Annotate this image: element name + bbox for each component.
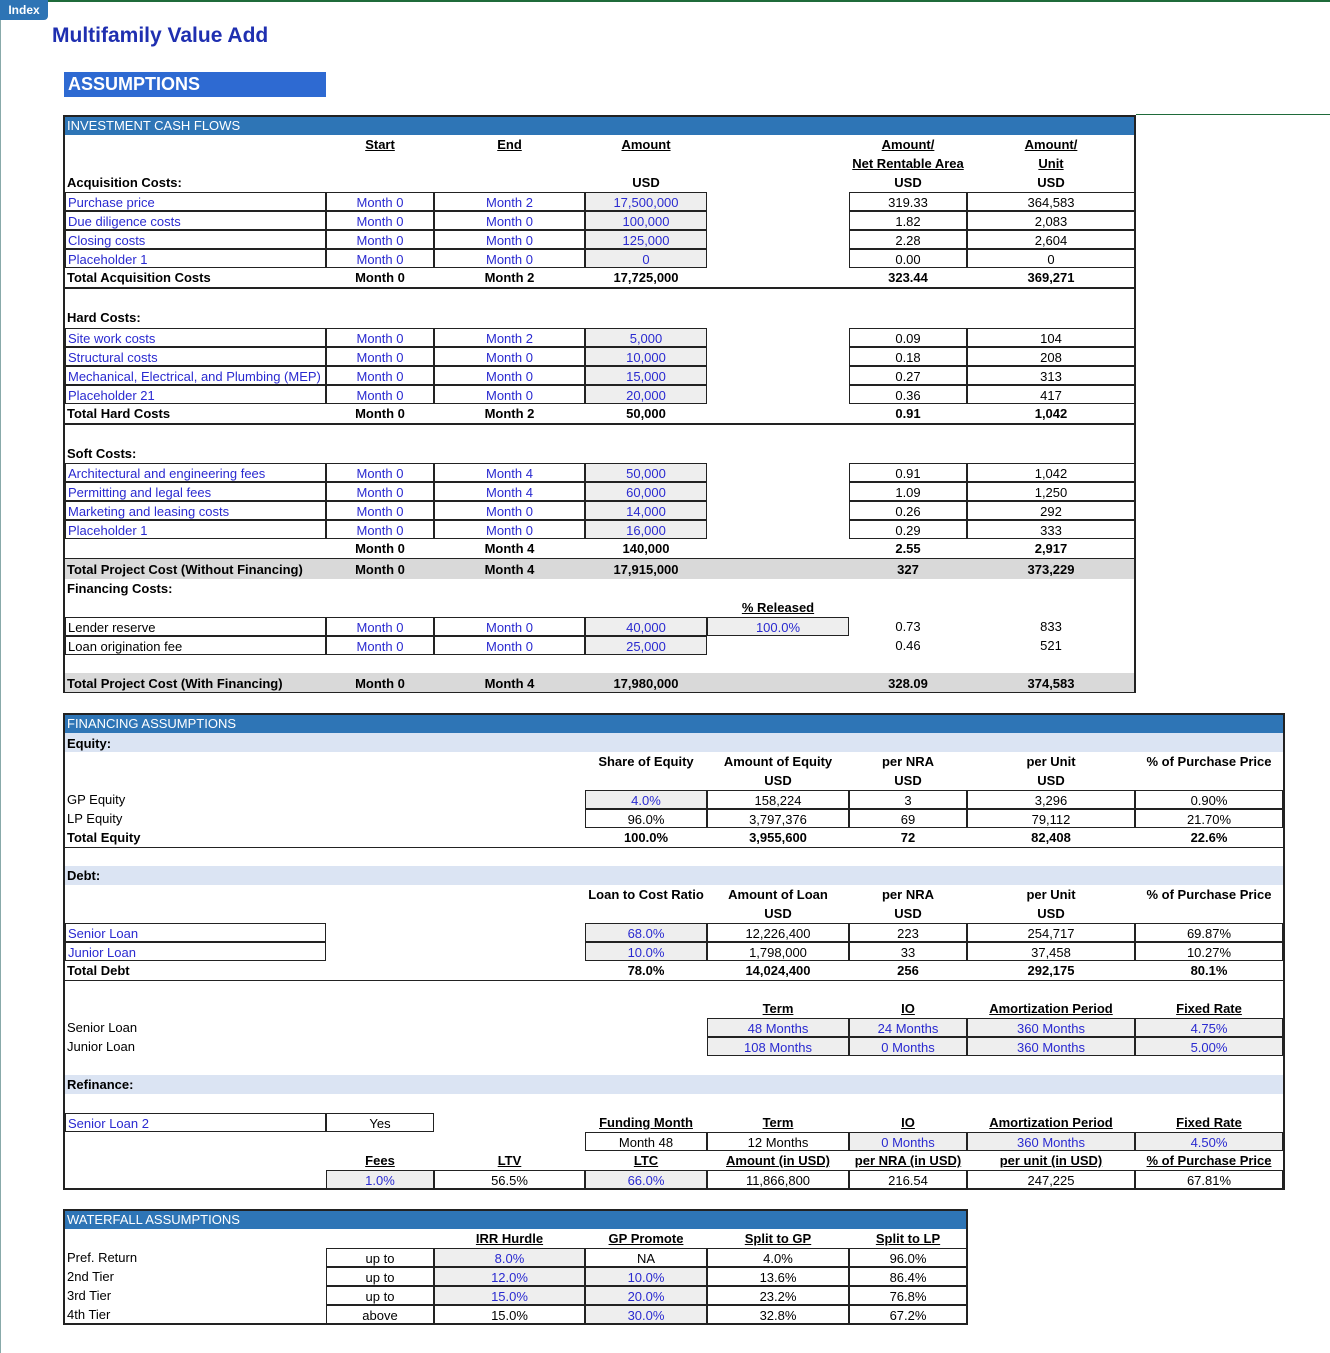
waterfall-condition: above (326, 1305, 434, 1324)
amount-per-nra: 0.00 (849, 249, 967, 268)
financing-assumptions-section (63, 713, 1285, 1190)
currency-label: USD (894, 773, 922, 788)
total-per-unit: 2,917 (1034, 541, 1068, 556)
irr-hurdle: 15.0% (434, 1305, 585, 1324)
equity-per-nra: 69 (849, 809, 967, 828)
start-month-input[interactable]: Month 0 (326, 463, 434, 482)
amount-input[interactable]: 0 (585, 249, 707, 268)
amount-input[interactable]: 15,000 (585, 366, 707, 385)
debt-row-name[interactable]: Junior Loan (65, 942, 326, 961)
loan-per-nra: 223 (849, 923, 967, 942)
debt-column-header: % of Purchase Price (1146, 887, 1272, 902)
loan-rate-input[interactable]: 5.00% (1135, 1037, 1283, 1056)
total-end: Month 2 (484, 270, 535, 285)
loan-rate-input[interactable]: 4.75% (1135, 1018, 1283, 1037)
equity-amount: 158,224 (707, 790, 849, 809)
grid-line (65, 424, 1134, 425)
waterfall-tier-name: 2nd Tier (67, 1269, 114, 1284)
end-month-input[interactable]: Month 0 (434, 366, 585, 385)
amount-input[interactable]: 60,000 (585, 482, 707, 501)
end-month-input[interactable]: Month 0 (434, 211, 585, 230)
total-start: Month 0 (355, 270, 405, 285)
end-month-input[interactable]: Month 2 (434, 328, 585, 347)
total-end: Month 2 (484, 406, 535, 421)
debt-row-name: Total Debt (67, 963, 130, 978)
financing-cost-name: Loan origination fee (65, 636, 326, 655)
split-to-gp: 32.8% (707, 1305, 849, 1324)
amount-per-unit: 0 (967, 249, 1135, 268)
equity-row-name: GP Equity (67, 792, 126, 807)
start-month-input[interactable]: Month 0 (326, 211, 434, 230)
refinance-per-nra: 216.54 (849, 1170, 967, 1189)
refinance-header: IO (901, 1115, 915, 1130)
start-month-input[interactable]: Month 0 (326, 385, 434, 404)
equity-pct-purchase: 22.6% (1190, 830, 1228, 845)
refinance-ltv-header: LTV (497, 1153, 522, 1168)
end-month-input[interactable]: Month 2 (434, 192, 585, 211)
section-label: Soft Costs: (67, 446, 137, 461)
loan-term-row-name: Senior Loan (67, 1020, 138, 1035)
refinance-label: Refinance: (67, 1077, 134, 1092)
cost-item-name[interactable]: Placeholder 1 (65, 520, 326, 539)
currency-label: USD (1037, 906, 1065, 921)
debt-column-header: per Unit (1026, 887, 1076, 902)
waterfall-column-header: Split to LP (875, 1231, 941, 1246)
end-month-input[interactable]: Month 0 (434, 520, 585, 539)
refinance-term: 12 Months (707, 1132, 849, 1151)
section-label: Hard Costs: (67, 310, 141, 325)
loan-per-nra: 33 (849, 942, 967, 961)
waterfall-column-header: GP Promote (608, 1231, 684, 1246)
amount-per-unit: 417 (967, 385, 1135, 404)
amount-per-unit: 208 (967, 347, 1135, 366)
waterfall-tier-name: 3rd Tier (67, 1288, 112, 1303)
column-header-unit-sub: Unit (1038, 156, 1064, 171)
loan-term-input[interactable]: 48 Months (707, 1018, 849, 1037)
waterfall-tier-name: Pref. Return (67, 1250, 138, 1265)
total-start: Month 0 (355, 406, 405, 421)
equity-share[interactable]: 4.0% (585, 790, 707, 809)
loan-term-header: Fixed Rate (1176, 1001, 1242, 1016)
loan-term-header: Term (762, 1001, 794, 1016)
end-month-input[interactable]: Month 0 (434, 249, 585, 268)
equity-column-header: per NRA (881, 754, 934, 769)
gp-promote[interactable]: 30.0% (585, 1305, 707, 1324)
amount-per-unit: 333 (967, 520, 1135, 539)
start-month-input[interactable]: Month 0 (326, 501, 434, 520)
section-label: Acquisition Costs: (67, 175, 182, 190)
refinance-header: Fixed Rate (1176, 1115, 1242, 1130)
end-month-input[interactable]: Month 4 (434, 482, 585, 501)
loan-to-cost: 78.0% (627, 963, 665, 978)
refinance-amort-input[interactable]: 360 Months (967, 1132, 1135, 1151)
divider-rule (1136, 114, 1330, 115)
debt-column-header: per NRA (881, 887, 934, 902)
end-month-input[interactable]: Month 0 (434, 636, 585, 655)
equity-per-unit: 79,112 (967, 809, 1135, 828)
grid-line (65, 288, 1134, 289)
amount-per-nra: 0.73 (895, 619, 921, 634)
waterfall-column-header: IRR Hurdle (475, 1231, 544, 1246)
total-amount: 17,725,000 (613, 270, 679, 285)
refinance-sub-header: per unit (in USD) (999, 1153, 1103, 1168)
grid-line (65, 847, 1283, 848)
cost-item-name[interactable]: Due diligence costs (65, 211, 326, 230)
column-header-amt: Amount (621, 137, 671, 152)
start-month-input[interactable]: Month 0 (326, 249, 434, 268)
total-project-cost-amount: 17,915,000 (613, 562, 679, 577)
irr-hurdle[interactable]: 15.0% (434, 1286, 585, 1305)
gp-promote[interactable]: 20.0% (585, 1286, 707, 1305)
cost-item-name[interactable]: Closing costs (65, 230, 326, 249)
amount-per-unit: 104 (967, 328, 1135, 347)
loan-amort-input[interactable]: 360 Months (967, 1018, 1135, 1037)
amount-per-nra: 0.27 (849, 366, 967, 385)
cost-item-name[interactable]: Placeholder 21 (65, 385, 326, 404)
split-to-lp: 96.0% (849, 1248, 967, 1267)
loan-per-nra: 256 (897, 963, 919, 978)
loan-io-input[interactable]: 0 Months (849, 1037, 967, 1056)
loan-to-cost[interactable]: 68.0% (585, 923, 707, 942)
waterfall-condition: up to (326, 1286, 434, 1305)
end-month-input[interactable]: Month 4 (434, 463, 585, 482)
start-month-input[interactable]: Month 0 (326, 482, 434, 501)
gp-promote: NA (585, 1248, 707, 1267)
amount-per-unit: 833 (1040, 619, 1062, 634)
start-month-input[interactable]: Month 0 (326, 520, 434, 539)
total-project-cost-end: Month 4 (484, 562, 535, 577)
loan-to-cost[interactable]: 10.0% (585, 942, 707, 961)
debt-label: Debt: (67, 868, 101, 883)
equity-column-header: Share of Equity (598, 754, 694, 769)
currency-label: USD (894, 906, 922, 921)
split-to-lp: 67.2% (849, 1305, 967, 1324)
refinance-pct-purchase: 67.81% (1135, 1170, 1283, 1189)
refinance-funding-month: Month 48 (585, 1132, 707, 1151)
grid-line (65, 980, 1283, 981)
loan-term-row-name: Junior Loan (67, 1039, 135, 1054)
currency-label: USD (1037, 773, 1065, 788)
amount-per-unit: 521 (1040, 638, 1062, 653)
cost-item-name[interactable]: Permitting and legal fees (65, 482, 326, 501)
split-to-gp: 23.2% (707, 1286, 849, 1305)
refinance-ltc-input[interactable]: 66.0% (585, 1170, 707, 1189)
refinance-sub-header: LTC (633, 1153, 659, 1168)
left-rule (0, 20, 1, 1353)
refinance-sub-header: per NRA (in USD) (854, 1153, 962, 1168)
total-project-cost-unit: 373,229 (1027, 562, 1075, 577)
column-header-nra: Amount/ (881, 137, 935, 152)
amount-per-unit: 364,583 (967, 192, 1135, 211)
cost-item-name[interactable]: Structural costs (65, 347, 326, 366)
total-project-cost-start: Month 0 (355, 562, 405, 577)
start-month-input[interactable]: Month 0 (326, 328, 434, 347)
loan-amount: 14,024,400 (745, 963, 811, 978)
total-project-cost-financing-nra: 328.09 (888, 676, 928, 691)
end-month-input[interactable]: Month 0 (434, 501, 585, 520)
refinance-header: Term (762, 1115, 794, 1130)
loan-io-input[interactable]: 24 Months (849, 1018, 967, 1037)
amount-input[interactable]: 125,000 (585, 230, 707, 249)
total-project-cost-financing-start: Month 0 (355, 676, 405, 691)
loan-pct-purchase: 10.27% (1135, 942, 1283, 961)
total-label: Total Hard Costs (67, 406, 171, 421)
cost-item-name[interactable]: Architectural and engineering fees (65, 463, 326, 482)
total-per-unit: 1,042 (1034, 406, 1068, 421)
start-month-input[interactable]: Month 0 (326, 230, 434, 249)
amount-input[interactable]: 40,000 (585, 617, 707, 636)
loan-term-input[interactable]: 108 Months (707, 1037, 849, 1056)
column-header-end: End (497, 137, 522, 152)
waterfall-tier-name: 4th Tier (67, 1307, 111, 1322)
currency-label: USD (764, 773, 792, 788)
equity-row-name: LP Equity (67, 811, 123, 826)
equity-per-nra: 3 (849, 790, 967, 809)
loan-term-header: IO (901, 1001, 915, 1016)
column-header-unit: Amount/ (1024, 137, 1078, 152)
equity-pct-purchase: 0.90% (1135, 790, 1283, 809)
amount-per-nra: 0.46 (895, 638, 921, 653)
equity-per-unit: 3,296 (967, 790, 1135, 809)
equity-row-name: Total Equity (67, 830, 141, 845)
total-project-cost-nra: 327 (897, 562, 919, 577)
currency-label: USD (1037, 175, 1065, 190)
refinance-sub-header: % of Purchase Price (1146, 1153, 1272, 1168)
refinance-per-unit: 247,225 (967, 1170, 1135, 1189)
start-month-input[interactable]: Month 0 (326, 617, 434, 636)
refinance-header: Amortization Period (989, 1115, 1113, 1130)
total-project-cost-financing-end: Month 4 (484, 676, 535, 691)
refinance-loan-name[interactable]: Senior Loan 2 (65, 1113, 326, 1132)
waterfall-condition: up to (326, 1267, 434, 1286)
amount-input[interactable]: 10,000 (585, 347, 707, 366)
amount-per-unit: 313 (967, 366, 1135, 385)
financing-assumptions-header: FINANCING ASSUMPTIONS (65, 715, 1283, 733)
top-rule (48, 0, 1330, 2)
end-month-input[interactable]: Month 0 (434, 385, 585, 404)
amount-per-unit: 2,604 (967, 230, 1135, 249)
cost-item-name[interactable]: Mechanical, Electrical, and Plumbing (MEP) (65, 366, 326, 385)
debt-row-name[interactable]: Senior Loan (65, 923, 326, 942)
equity-amount: 3,955,600 (749, 830, 807, 845)
amount-per-nra: 1.82 (849, 211, 967, 230)
irr-hurdle[interactable]: 8.0% (434, 1248, 585, 1267)
cost-item-name[interactable]: Site work costs (65, 328, 326, 347)
cost-item-name[interactable]: Placeholder 1 (65, 249, 326, 268)
amount-per-nra: 0.26 (849, 501, 967, 520)
equity-per-unit: 82,408 (1031, 830, 1071, 845)
refinance-sub-header: Amount (in USD) (726, 1153, 830, 1168)
amount-per-nra: 319.33 (849, 192, 967, 211)
loan-term-header: Amortization Period (989, 1001, 1113, 1016)
irr-hurdle[interactable]: 12.0% (434, 1267, 585, 1286)
total-end: Month 4 (484, 541, 535, 556)
equity-per-nra: 72 (900, 830, 916, 845)
amount-input[interactable]: 50,000 (585, 463, 707, 482)
amount-input[interactable]: 25,000 (585, 636, 707, 655)
total-per-unit: 369,271 (1027, 270, 1075, 285)
amount-per-nra: 0.09 (849, 328, 967, 347)
section-label: Financing Costs: (67, 581, 173, 596)
amount-per-nra: 0.91 (849, 463, 967, 482)
total-per-nra: 323.44 (888, 270, 928, 285)
refinance-header: Funding Month (599, 1115, 693, 1130)
loan-amount: 12,226,400 (707, 923, 849, 942)
equity-column-header: Amount of Equity (723, 754, 833, 769)
equity-pct-purchase: 21.70% (1135, 809, 1283, 828)
loan-pct-purchase: 69.87% (1135, 923, 1283, 942)
total-project-cost-financing-amount: 17,980,000 (613, 676, 679, 691)
amount-per-nra: 0.29 (849, 520, 967, 539)
split-to-gp: 4.0% (707, 1248, 849, 1267)
amount-per-unit: 1,250 (967, 482, 1135, 501)
end-month-input[interactable]: Month 0 (434, 230, 585, 249)
total-project-cost-financing-label: Total Project Cost (With Financing) (67, 676, 283, 691)
total-amount: 140,000 (622, 541, 670, 556)
total-per-nra: 0.91 (895, 406, 921, 421)
equity-column-header: % of Purchase Price (1146, 754, 1272, 769)
investment-cash-flows-header: INVESTMENT CASH FLOWS (65, 117, 1134, 135)
amount-per-unit: 292 (967, 501, 1135, 520)
end-month-input[interactable]: Month 0 (434, 617, 585, 636)
start-month-input[interactable]: Month 0 (326, 366, 434, 385)
total-project-cost-label: Total Project Cost (Without Financing) (67, 562, 303, 577)
end-month-input[interactable]: Month 0 (434, 347, 585, 366)
total-per-nra: 2.55 (895, 541, 921, 556)
column-header-released: % Released (741, 600, 815, 615)
amount-input[interactable]: 16,000 (585, 520, 707, 539)
waterfall-assumptions-header: WATERFALL ASSUMPTIONS (65, 1211, 966, 1229)
cost-item-name[interactable]: Marketing and leasing costs (65, 501, 326, 520)
total-start: Month 0 (355, 541, 405, 556)
cost-item-name[interactable]: Purchase price (65, 192, 326, 211)
amount-input[interactable]: 17,500,000 (585, 192, 707, 211)
amount-per-unit: 1,042 (967, 463, 1135, 482)
investment-cash-flows-section (63, 115, 1136, 693)
total-project-cost-financing-unit: 374,583 (1027, 676, 1075, 691)
refinance-flag[interactable]: Yes (326, 1113, 434, 1132)
amount-input[interactable]: 20,000 (585, 385, 707, 404)
refinance-io-input[interactable]: 0 Months (849, 1132, 967, 1151)
financing-cost-name: Lender reserve (65, 617, 326, 636)
amount-input[interactable]: 5,000 (585, 328, 707, 347)
loan-per-unit: 37,458 (967, 942, 1135, 961)
refinance-amount: 11,866,800 (707, 1170, 849, 1189)
released-input[interactable]: 100.0% (707, 617, 849, 636)
waterfall-condition: up to (326, 1248, 434, 1267)
refinance-rate-input[interactable]: 4.50% (1135, 1132, 1283, 1151)
amount-input[interactable]: 100,000 (585, 211, 707, 230)
split-to-lp: 86.4% (849, 1267, 967, 1286)
waterfall-column-header: Split to GP (744, 1231, 812, 1246)
assumptions-banner: ASSUMPTIONS (64, 72, 326, 97)
refinance-fees-input[interactable]: 1.0% (326, 1170, 434, 1189)
gp-promote[interactable]: 10.0% (585, 1267, 707, 1286)
start-month-input[interactable]: Month 0 (326, 192, 434, 211)
column-header-nra-sub: Net Rentable Area (852, 156, 964, 171)
loan-per-unit: 254,717 (967, 923, 1135, 942)
index-button[interactable]: Index (0, 0, 48, 20)
total-label: Total Acquisition Costs (67, 270, 211, 285)
split-to-gp: 13.6% (707, 1267, 849, 1286)
equity-column-header: per Unit (1026, 754, 1076, 769)
waterfall-assumptions-section (63, 1209, 968, 1325)
loan-pct-purchase: 80.1% (1190, 963, 1228, 978)
refinance-ltv: 56.5% (434, 1170, 585, 1189)
currency-label: USD (894, 175, 922, 190)
loan-per-unit: 292,175 (1027, 963, 1075, 978)
total-amount: 50,000 (626, 406, 666, 421)
debt-column-header: Loan to Cost Ratio (588, 887, 704, 902)
loan-amort-input[interactable]: 360 Months (967, 1037, 1135, 1056)
start-month-input[interactable]: Month 0 (326, 636, 434, 655)
debt-column-header: Amount of Loan (728, 887, 828, 902)
amount-per-unit: 2,083 (967, 211, 1135, 230)
amount-input[interactable]: 14,000 (585, 501, 707, 520)
split-to-lp: 76.8% (849, 1286, 967, 1305)
currency-label: USD (632, 175, 660, 190)
equity-label: Equity: (67, 736, 112, 751)
amount-per-nra: 2.28 (849, 230, 967, 249)
loan-amount: 1,798,000 (707, 942, 849, 961)
equity-share: 96.0% (585, 809, 707, 828)
equity-share: 100.0% (623, 830, 669, 845)
amount-per-nra: 0.36 (849, 385, 967, 404)
currency-label: USD (764, 906, 792, 921)
amount-per-nra: 1.09 (849, 482, 967, 501)
page-title: Multifamily Value Add (52, 24, 269, 47)
equity-amount: 3,797,376 (707, 809, 849, 828)
start-month-input[interactable]: Month 0 (326, 347, 434, 366)
column-header-start: Start (365, 137, 395, 152)
refinance-fees-header: Fees (365, 1153, 395, 1168)
amount-per-nra: 0.18 (849, 347, 967, 366)
